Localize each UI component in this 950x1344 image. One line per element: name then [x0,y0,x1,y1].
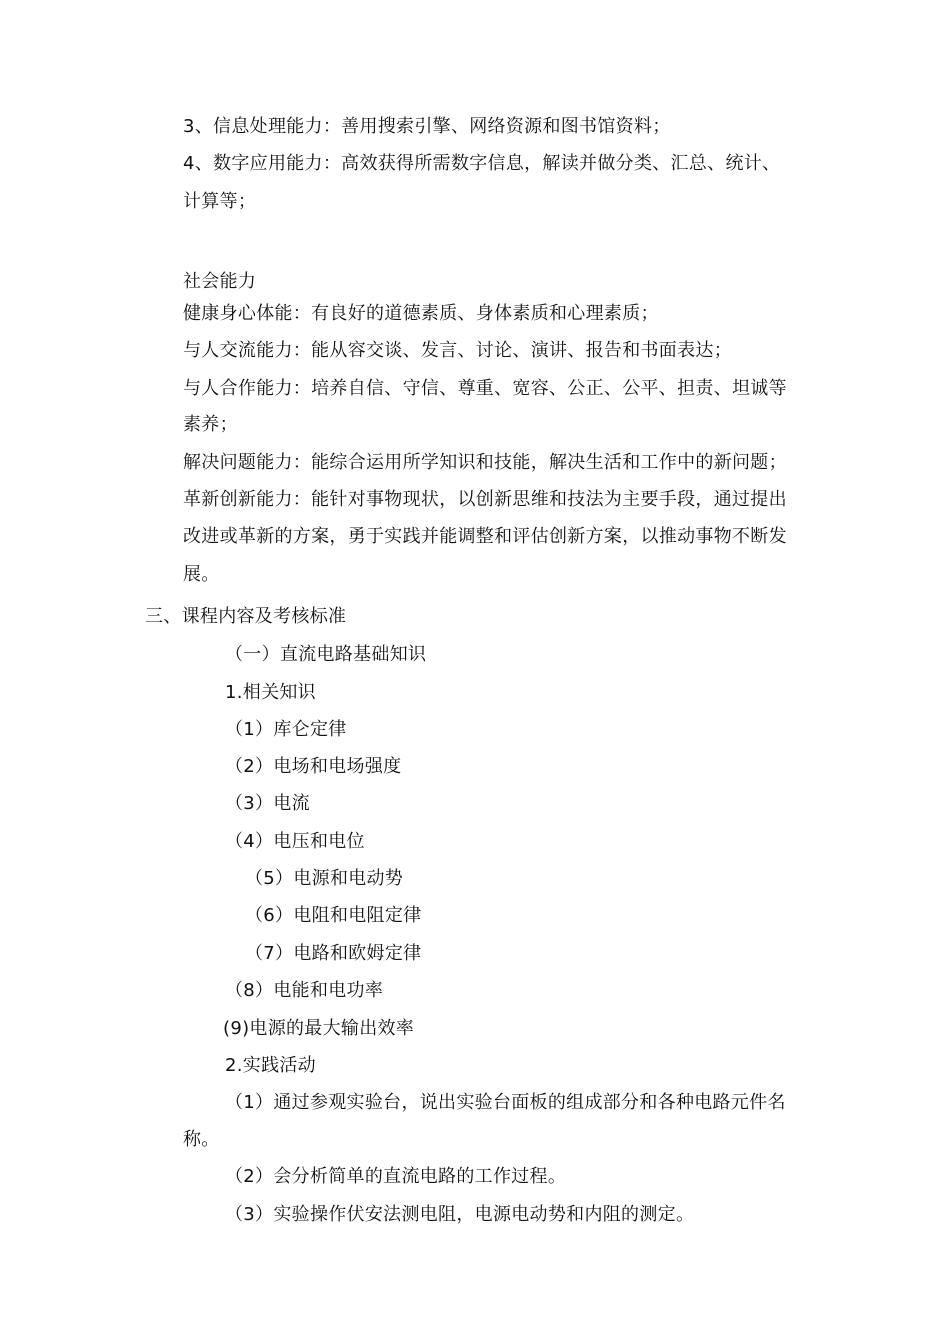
text-line: 改进或革新的方案，勇于实践并能调整和评估创新方案，以推动事物不断发 [183,526,787,547]
list-item: (9)电源的最大输出效率 [223,1018,415,1039]
text-line: 革新创新能力：能针对事物现状，以创新思维和技法为主要手段，通过提出 [183,489,787,510]
section-heading: 社会能力 [183,271,257,292]
list-item: （6）电阻和电阻定律 [245,905,422,926]
list-item: （3）实验操作伏安法测电阻，电源电动势和内阻的测定。 [225,1204,695,1225]
list-item: （8）电能和电功率 [225,980,384,1001]
list-item: （2）会分析简单的直流电路的工作过程。 [225,1166,567,1187]
list-item: （7）电路和欧姆定律 [245,943,422,964]
list-item-continuation: 称。 [183,1129,220,1150]
text-line: 与人交流能力：能从容交谈、发言、讨论、演讲、报告和书面表达； [183,340,732,361]
text-line: 3、信息处理能力：善用搜索引擎、网络资源和图书馆资料； [183,116,671,137]
list-item: （5）电源和电动势 [245,868,404,889]
text-line: 解决问题能力：能综合运用所学知识和技能，解决生活和工作中的新问题； [183,452,787,473]
text-line: 4、数字应用能力：高效获得所需数字信息，解读并做分类、汇总、统计、 [183,153,781,174]
list-item: （4）电压和电位 [225,831,365,852]
text-line: 素养； [183,414,238,435]
list-heading: 1.相关知识 [225,682,316,703]
list-item: （3）电流 [225,793,310,814]
subsection-heading: （一）直流电路基础知识 [225,644,427,665]
text-line: 计算等； [183,191,257,212]
list-item: （1）库仑定律 [225,719,347,740]
text-line: 健康身心体能：有良好的道德素质、身体素质和心理素质； [183,303,659,324]
list-item: （2）电场和电场强度 [225,756,402,777]
text-line: 展。 [183,564,220,585]
list-heading: 2.实践活动 [225,1055,316,1076]
text-line: 与人合作能力：培养自信、守信、尊重、宽容、公正、公平、担责、坦诚等 [183,378,787,399]
list-item: （1）通过参观实验台，说出实验台面板的组成部分和各种电路元件名 [225,1092,786,1113]
chapter-heading: 三、课程内容及考核标准 [145,606,347,627]
